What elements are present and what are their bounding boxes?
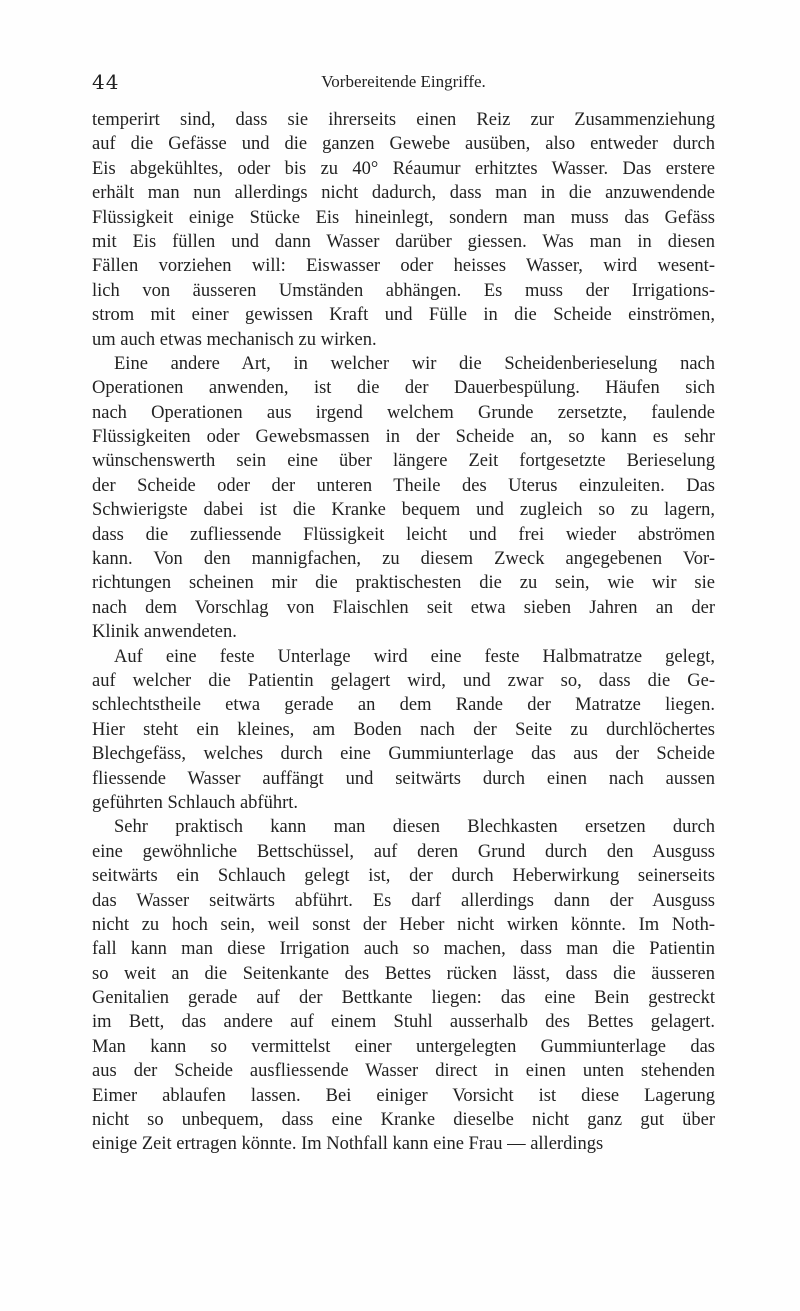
text-line: geführten Schlauch abführt. <box>92 792 298 813</box>
text-line: auf die Gefässe und die ganzen Gewebe ausüben, also entweder durch <box>92 134 715 155</box>
paragraph <box>92 352 715 645</box>
text-line: wünschenswerth sein eine über längere Zeit fortgesetzte Berieselung <box>92 451 715 472</box>
text-line: nach dem Vorschlag von Flaischlen seit etwa sieben Jahren an der <box>92 597 715 618</box>
text-line: Fällen vorziehen will: Eiswasser oder heisses Wasser, wird wesent- <box>92 256 715 277</box>
text-line: Sehr praktisch kann man diesen Blechkasten ersetzen durch <box>114 817 715 838</box>
paragraph <box>92 815 715 1156</box>
text-line: mit Eis füllen und dann Wasser darüber giessen. Was man in diesen <box>92 231 715 252</box>
text-line: einige Zeit ertragen könnte. Im Nothfall kann eine Frau — allerdings <box>92 1134 604 1155</box>
text-line: das Wasser seitwärts abführt. Es darf allerdings dann der Ausguss <box>92 890 715 911</box>
text-line: eine gewöhnliche Bettschüssel, auf deren Grund durch den Ausguss <box>92 841 715 862</box>
text-line: Eine andere Art, in welcher wir die Scheidenberieselung nach <box>114 353 715 374</box>
text-line: im Bett, das andere auf einem Stuhl ausserhalb des Bettes gelagert. <box>92 1012 715 1033</box>
text-line: Hier steht ein kleines, am Boden nach der Seite zu durchlöchertes <box>92 719 715 740</box>
text-line: so weit an die Seitenkante des Bettes rücken lässt, dass die äusseren <box>92 963 715 984</box>
text-line: schlechtstheile etwa gerade an dem Rande der Matratze liegen. <box>92 695 715 716</box>
text-line: Operationen anwenden, ist die der Dauerbespülung. Häufen sich <box>92 378 715 399</box>
text-line: kann. Von den mannigfachen, zu diesem Zweck angegebenen Vor- <box>92 549 715 570</box>
text-line: lich von äusseren Umständen abhängen. Es muss der Irrigations- <box>92 280 715 301</box>
text-line: fliessende Wasser auffängt und seitwärts durch einen nach aussen <box>92 768 715 789</box>
text-line: nicht so unbequem, dass eine Kranke dieselbe nicht ganz gut über <box>92 1110 715 1131</box>
text-line: der Scheide oder der unteren Theile des Uterus einzuleiten. Das <box>92 475 715 496</box>
page-header <box>92 70 715 100</box>
text-line: um auch etwas mechanisch zu wirken. <box>92 329 377 350</box>
text-line: strom mit einer gewissen Kraft und Fülle in die Scheide einströmen, <box>92 305 715 326</box>
text-line: Auf eine feste Unterlage wird eine feste Halbmatratze gelegt, <box>114 646 715 667</box>
paragraph <box>92 108 715 352</box>
text-line: Man kann so vermittelst einer untergelegten Gummiunterlage das <box>92 1036 715 1057</box>
text-line: Eis abgekühltes, oder bis zu 40° Réaumur erhitztes Wasser. Das erstere <box>92 158 715 179</box>
text-line: Flüssigkeiten oder Gewebsmassen in der Scheide an, so kann es sehr <box>92 427 715 448</box>
text-line: Genitalien gerade auf der Bettkante liegen: das eine Bein gestreckt <box>92 988 715 1009</box>
text-line: erhält man nun allerdings nicht dadurch, dass man in die anzuwendende <box>92 183 715 204</box>
text-line: nicht zu hoch sein, weil sonst der Heber nicht wirken könnte. Im Noth- <box>92 914 715 935</box>
text-line: Klinik anwendeten. <box>92 622 237 643</box>
text-line: Flüssigkeit einige Stücke Eis hineinlegt, sondern man muss das Gefäss <box>92 207 715 228</box>
text-line: nach Operationen aus irgend welchem Grunde zersetzte, faulende <box>92 402 715 423</box>
body-text <box>92 108 715 1157</box>
page-number: 44 <box>92 70 120 94</box>
running-title: Vorbereitende Eingriffe. <box>321 72 486 91</box>
text-line: Eimer ablaufen lassen. Bei einiger Vorsicht ist diese Lagerung <box>92 1085 715 1106</box>
text-line: seitwärts ein Schlauch gelegt ist, der durch Heberwirkung seinerseits <box>92 866 715 887</box>
paragraph <box>92 645 715 816</box>
text-line: fall kann man diese Irrigation auch so machen, dass man die Patientin <box>92 939 715 960</box>
text-line: auf welcher die Patientin gelagert wird, und zwar so, dass die Ge- <box>92 670 715 691</box>
text-line: aus der Scheide ausfliessende Wasser direct in einen unten stehenden <box>92 1061 715 1082</box>
text-line: Blechgefäss, welches durch eine Gummiunterlage das aus der Scheide <box>92 744 715 765</box>
text-line: dass die zufliessende Flüssigkeit leicht und frei wieder abströmen <box>92 524 715 545</box>
text-line: richtungen scheinen mir die praktischesten die zu sein, wie wir sie <box>92 573 715 594</box>
text-line: Schwierigste dabei ist die Kranke bequem und zugleich so zu lagern, <box>92 500 715 521</box>
text-line: temperirt sind, dass sie ihrerseits einen Reiz zur Zusammenziehung <box>92 110 715 130</box>
